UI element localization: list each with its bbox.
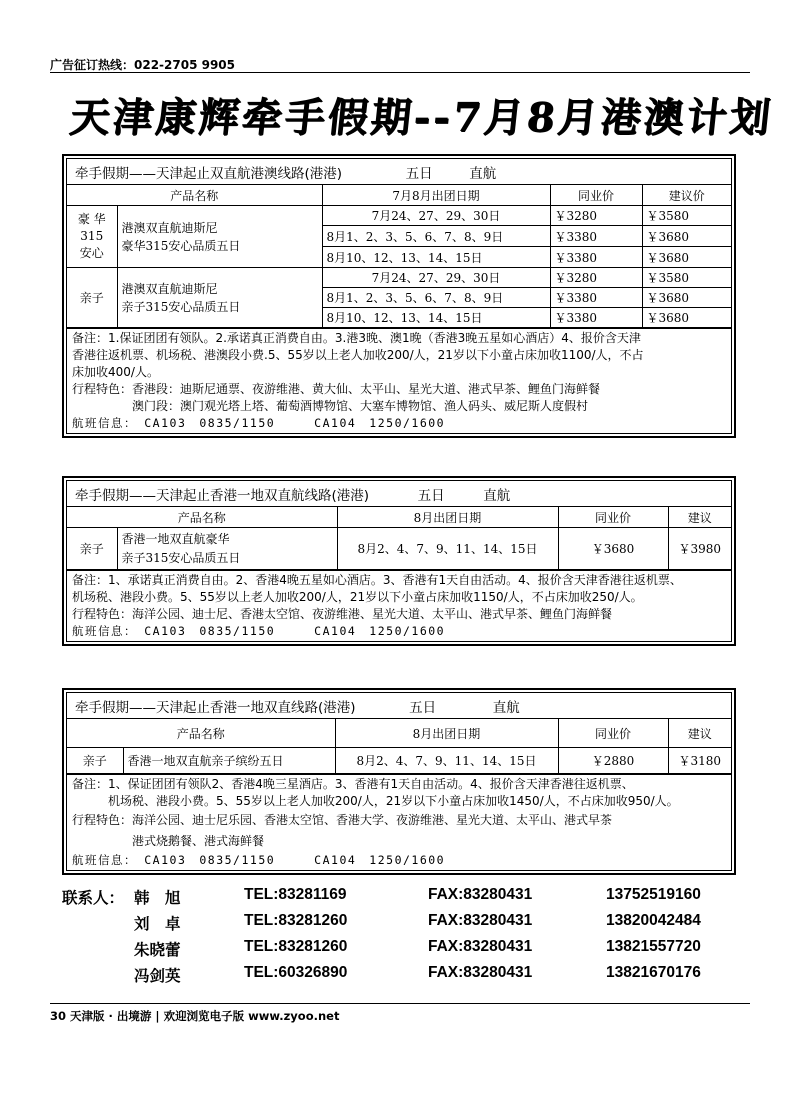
contact-tel: TEL:83281260: [244, 938, 348, 955]
contact-mobile: 13821670176: [606, 964, 701, 981]
contact-name: 韩 旭: [134, 890, 181, 907]
col-trade-price: 同业价: [550, 185, 642, 206]
note-line: 床加收400/人。: [72, 365, 159, 379]
date-cell: 8月10、12、13、14、15日: [322, 247, 550, 268]
itinerary-line: 港式烧鹅餐、港式海鲜餐: [72, 834, 265, 848]
route-days: 五日: [409, 700, 437, 716]
trade-price-cell: ￥3380: [550, 226, 642, 247]
itinerary-line: 行程特色：海洋公园、迪士尼乐园、香港太空馆、香港大学、夜游维港、星光大道、太平山、港式早茶: [72, 813, 613, 827]
date-cell: 7月24、27、29、30日: [322, 206, 550, 226]
flight-info: 航班信息： CA103 0835/1150 CA104 1250/1600: [72, 624, 446, 638]
trade-price-cell: ￥3280: [550, 268, 642, 288]
note-line: 备注：1、保证团团有领队2、香港4晚三星酒店。3、香港有1天自由活动。4、报价含天津香港往返机票、: [72, 777, 634, 791]
trade-price-cell: ￥2880: [558, 748, 668, 774]
col-date: 8月出团日期: [337, 507, 558, 528]
trade-price-cell: ￥3280: [550, 206, 642, 226]
trade-price-cell: ￥3380: [550, 288, 642, 308]
col-suggest-price: 建议: [668, 719, 731, 748]
section-header: [67, 693, 731, 719]
date-cell: 8月2、4、7、9、11、14、15日: [335, 748, 558, 774]
col-date: 7月8月出团日期: [322, 185, 550, 206]
contact-row: [62, 964, 742, 990]
category-cell: 亲子: [67, 748, 123, 774]
note-line: 备注：1.保证团团有领队。2.承诺真正消费自由。3.港3晚、澳1晚（香港3晚五星如心酒店）4、报价含天津: [72, 331, 641, 345]
note-line: 香港往返机票、机场税、港澳段小费.5、55岁以上老人加收200/人，21岁以下小童占床加收1100/人，不占: [72, 348, 644, 362]
trade-price-cell: ￥3380: [550, 247, 642, 268]
route-section-hk-only: [62, 476, 736, 646]
category-cell: 豪 华 315 安心: [67, 206, 117, 268]
contact-tel: TEL:60326890: [244, 964, 348, 981]
flight-info: 航班信息： CA103 0835/1150 CA104 1250/1600: [72, 853, 446, 867]
col-trade-price: 同业价: [558, 719, 668, 748]
date-cell: 8月1、2、3、5、6、7、8、9日: [322, 226, 550, 247]
col-suggest-price: 建议价: [642, 185, 731, 206]
suggest-price-cell: ￥3680: [642, 308, 731, 328]
col-product: 产品名称: [67, 507, 337, 528]
contact-tel: TEL:83281169: [244, 886, 347, 903]
route-type: 直航: [469, 166, 497, 182]
route-section-hk-macau: [62, 154, 736, 438]
contact-mobile: 13820042484: [606, 912, 701, 929]
date-cell: 8月2、4、7、9、11、14、15日: [337, 528, 558, 570]
product-cell: 香港一地双直航豪华 亲子315安心品质五日: [117, 528, 337, 570]
route-name: 牵手假期——天津起止香港一地双直线路(港港): [75, 700, 356, 716]
route-days: 五日: [405, 166, 433, 182]
suggest-price-cell: ￥3680: [642, 247, 731, 268]
top-divider: [50, 72, 750, 73]
col-product: 产品名称: [67, 719, 335, 748]
route-section-hk-family: [62, 688, 736, 875]
contact-row: [62, 912, 742, 938]
contacts-block: [62, 886, 742, 990]
itinerary-line: 澳门段：澳门观光塔上塔、葡萄酒博物馆、大塞车博物馆、渔人码头、威尼斯人度假村: [72, 399, 589, 413]
contacts-label: 联系人：: [62, 890, 125, 907]
route-type: 直航: [492, 700, 520, 716]
contact-fax: FAX:83280431: [428, 912, 533, 929]
price-table: [67, 185, 731, 328]
suggest-price-cell: ￥3580: [642, 206, 731, 226]
price-table: [67, 507, 731, 570]
suggest-price-cell: ￥3180: [668, 748, 731, 774]
page-title: 天津康辉牵手假期--7月8月港澳计划: [67, 94, 776, 141]
product-cell: 港澳双直航迪斯尼 豪华315安心品质五日: [117, 206, 322, 268]
contact-name: 朱晓蕾: [134, 942, 181, 959]
contact-row: [62, 886, 742, 912]
contact-name: 刘 卓: [134, 916, 181, 933]
trade-price-cell: ￥3380: [550, 308, 642, 328]
date-cell: 7月24、27、29、30日: [322, 268, 550, 288]
section-header: [67, 481, 731, 507]
date-cell: 8月1、2、3、5、6、7、8、9日: [322, 288, 550, 308]
route-name: 牵手假期——天津起止香港一地双直航线路(港港): [75, 488, 370, 504]
route-days: 五日: [417, 488, 445, 504]
contact-mobile: 13752519160: [606, 886, 701, 903]
note-line: 机场税、港段小费。5、55岁以上老人加收200/人，21岁以下小童占床加收1150/人，不占床加收250/人。: [72, 590, 643, 604]
itinerary-line: 行程特色：海洋公园、迪士尼、香港太空馆、夜游维港、星光大道、太平山、港式早茶、鲤鱼门海鲜餐: [72, 607, 613, 621]
product-cell: 港澳双直航迪斯尼 亲子315安心品质五日: [117, 268, 322, 328]
col-trade-price: 同业价: [558, 507, 668, 528]
page-footer: 30 天津版 · 出境游 | 欢迎浏览电子版 www.zyoo.net: [50, 1003, 750, 1024]
contact-mobile: 13821557720: [606, 938, 701, 955]
category-cell: 亲子: [67, 268, 117, 328]
date-cell: 8月10、12、13、14、15日: [322, 308, 550, 328]
col-date: 8月出团日期: [335, 719, 558, 748]
category-cell: 亲子: [67, 528, 117, 570]
note-line: 备注：1、承诺真正消费自由。2、香港4晚五星如心酒店。3、香港有1天自由活动。4、报价含天津香港往返机票、: [72, 573, 682, 587]
contact-row: [62, 938, 742, 964]
contact-fax: FAX:83280431: [428, 938, 533, 955]
notes-block: [67, 774, 731, 870]
notes-block: [67, 328, 731, 433]
route-name: 牵手假期——天津起止双直航港澳线路(港港): [75, 166, 343, 182]
contact-fax: FAX:83280431: [428, 964, 533, 981]
contact-fax: FAX:83280431: [428, 886, 533, 903]
contact-tel: TEL:83281260: [244, 912, 348, 929]
section-header: [67, 159, 731, 185]
product-cell: 香港一地双直航亲子缤纷五日: [123, 748, 335, 774]
suggest-price-cell: ￥3980: [668, 528, 731, 570]
suggest-price-cell: ￥3680: [642, 226, 731, 247]
suggest-price-cell: ￥3580: [642, 268, 731, 288]
ad-hotline: 广告征订热线：022-2705 9905: [50, 58, 236, 72]
price-table: [67, 719, 731, 774]
contact-name: 冯剑英: [134, 968, 181, 985]
notes-block: [67, 570, 731, 641]
route-type: 直航: [483, 488, 511, 504]
trade-price-cell: ￥3680: [558, 528, 668, 570]
col-product: 产品名称: [67, 185, 322, 206]
note-line: 机场税、港段小费。5、55岁以上老人加收200/人，21岁以下小童占床加收1450/人，不占床加收950/人。: [72, 794, 679, 808]
suggest-price-cell: ￥3680: [642, 288, 731, 308]
itinerary-line: 行程特色：香港段：迪斯尼通票、夜游维港、黄大仙、太平山、星光大道、港式早茶、鲤鱼门海鲜餐: [72, 382, 601, 396]
col-suggest-price: 建议: [668, 507, 731, 528]
flight-info: 航班信息： CA103 0835/1150 CA104 1250/1600: [72, 416, 446, 430]
